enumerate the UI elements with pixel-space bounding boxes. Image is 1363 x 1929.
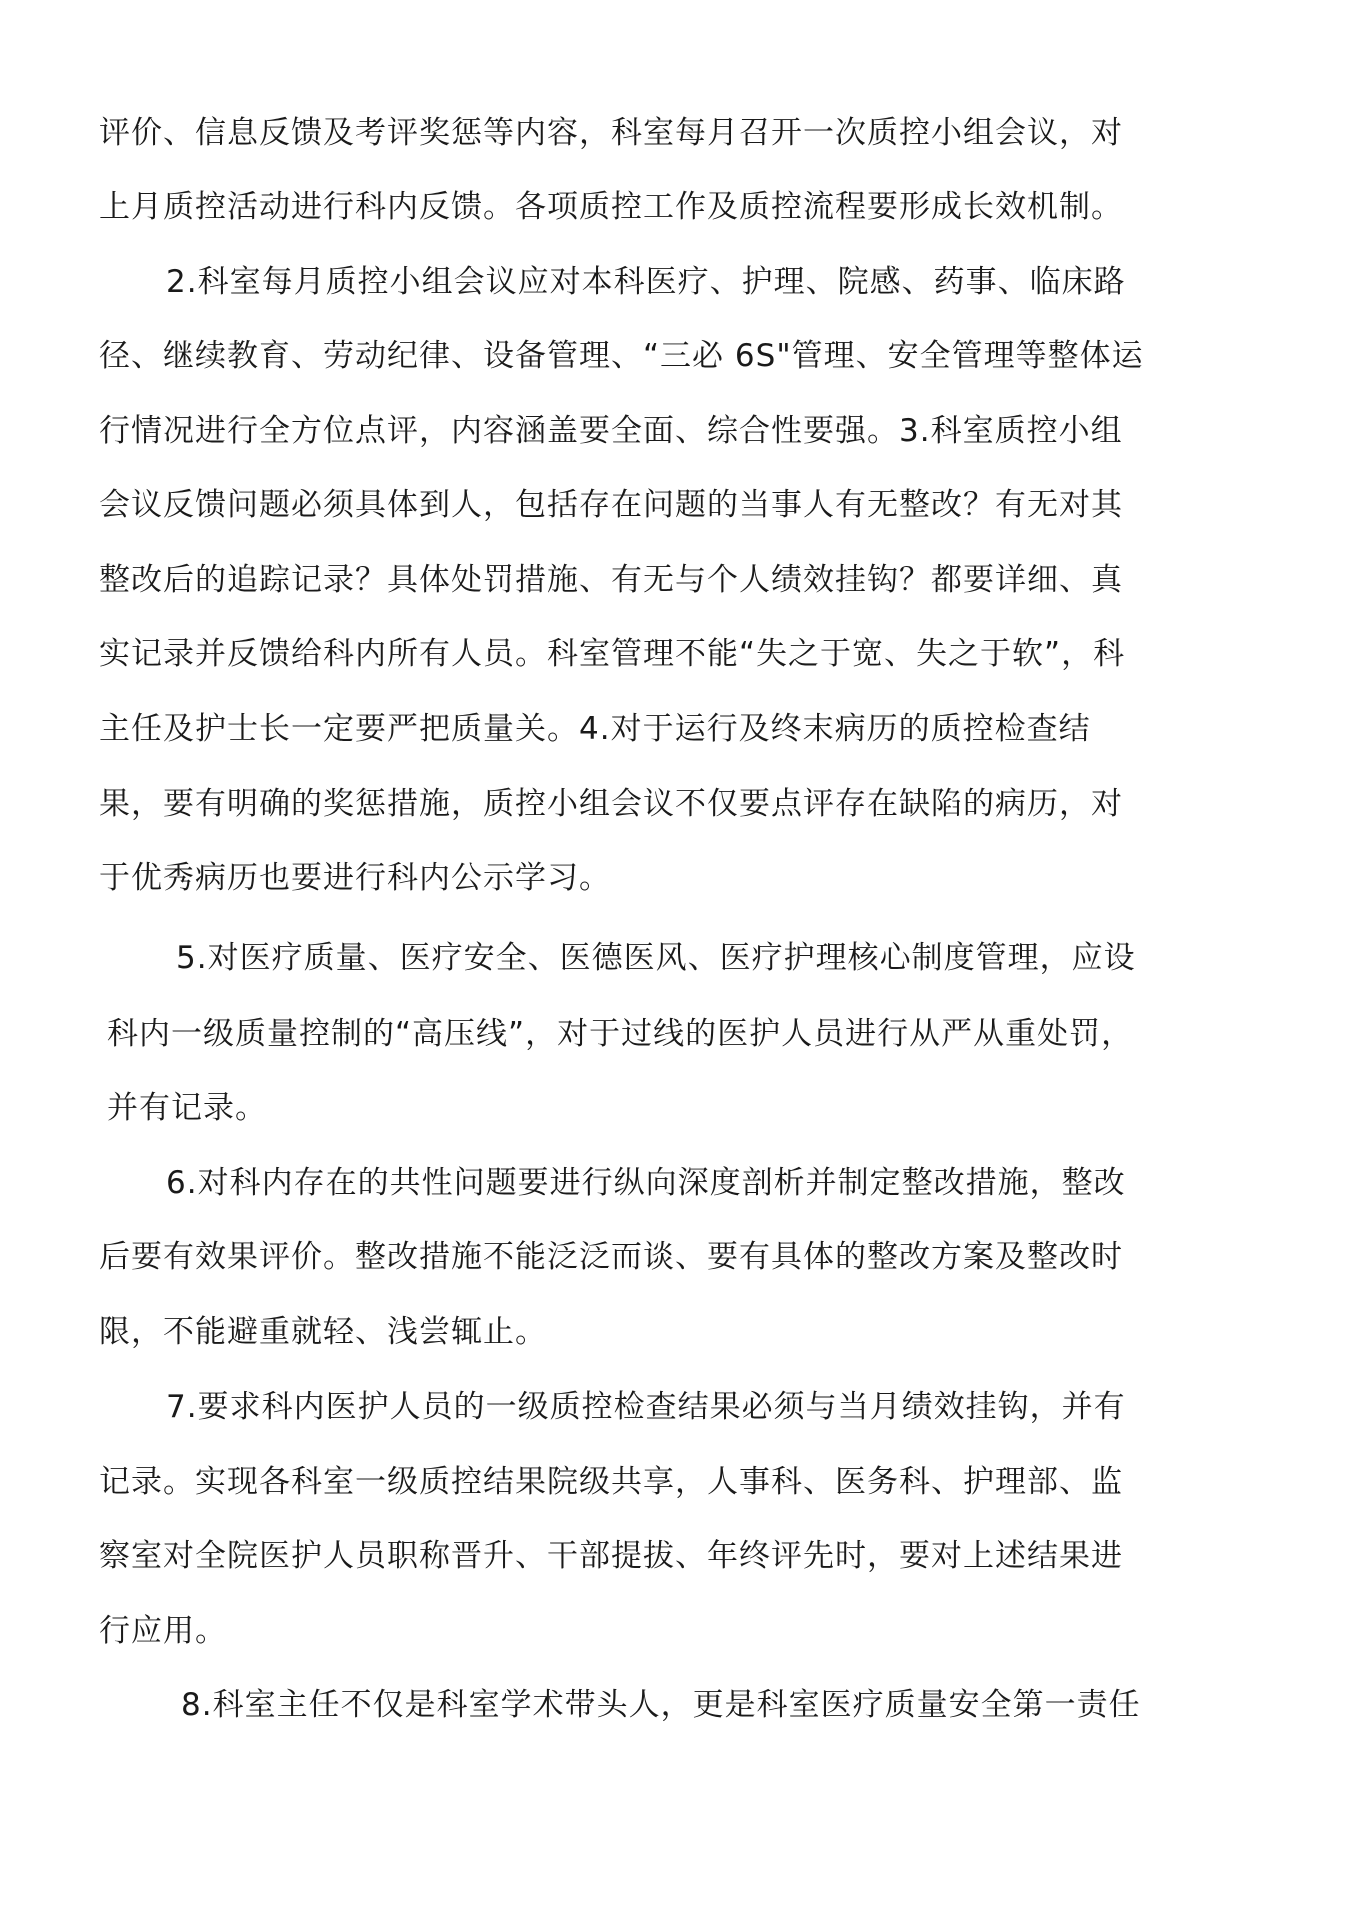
text-line: 科内一级质量控制的“高压线”，对于过线的医护人员进行从严从重处罚， [107,1016,1134,1052]
text-line: 并有记录。 [107,1090,267,1126]
text-line: 记录。实现各科室一级质控结果院级共享，人事科、医务科、护理部、监 [99,1464,1123,1500]
text-line: 实记录并反馈给科内所有人员。科室管理不能“失之于宽、失之于软”，科 [99,636,1126,672]
paragraph-5-start: 5.对医疗质量、医疗安全、医德医风、医疗护理核心制度管理，应设 [176,940,1136,976]
text-line: 径、继续教育、劳动纪律、设备管理、“三必 6S"管理、安全管理等整体运 [99,338,1144,374]
text-line: 评价、信息反馈及考评奖惩等内容，科室每月召开一次质控小组会议，对 [99,115,1123,151]
text-line: 会议反馈问题必须具体到人，包括存在问题的当事人有无整改？有无对其 [99,487,1123,523]
text-line: 行情况进行全方位点评，内容涵盖要全面、综合性要强。3.科室质控小组 [99,413,1123,449]
text-line: 上月质控活动进行科内反馈。各项质控工作及质控流程要形成长效机制。 [99,189,1123,225]
text-line: 主任及护士长一定要严把质量关。4.对于运行及终末病历的质控检查结 [99,711,1091,747]
text-line: 后要有效果评价。整改措施不能泛泛而谈、要有具体的整改方案及整改时 [99,1239,1123,1275]
text-line: 果，要有明确的奖惩措施，质控小组会议不仅要点评存在缺陷的病历，对 [99,786,1123,822]
text-line: 行应用。 [99,1613,227,1649]
text-line: 于优秀病历也要进行科内公示学习。 [99,860,611,896]
text-line: 察室对全院医护人员职称晋升、干部提拔、年终评先时，要对上述结果进 [99,1538,1123,1574]
paragraph-6-start: 6.对科内存在的共性问题要进行纵向深度剖析并制定整改措施，整改 [166,1165,1126,1201]
paragraph-2-start: 2.科室每月质控小组会议应对本科医疗、护理、院感、药事、临床路 [166,264,1126,300]
paragraph-8-start: 8.科室主任不仅是科室学术带头人，更是科室医疗质量安全第一责任 [181,1687,1141,1723]
text-line: 整改后的追踪记录？具体处罚措施、有无与个人绩效挂钩？都要详细、真 [99,562,1123,598]
paragraph-7-start: 7.要求科内医护人员的一级质控检查结果必须与当月绩效挂钩，并有 [166,1389,1126,1425]
text-line: 限，不能避重就轻、浅尝辄止。 [99,1314,547,1350]
